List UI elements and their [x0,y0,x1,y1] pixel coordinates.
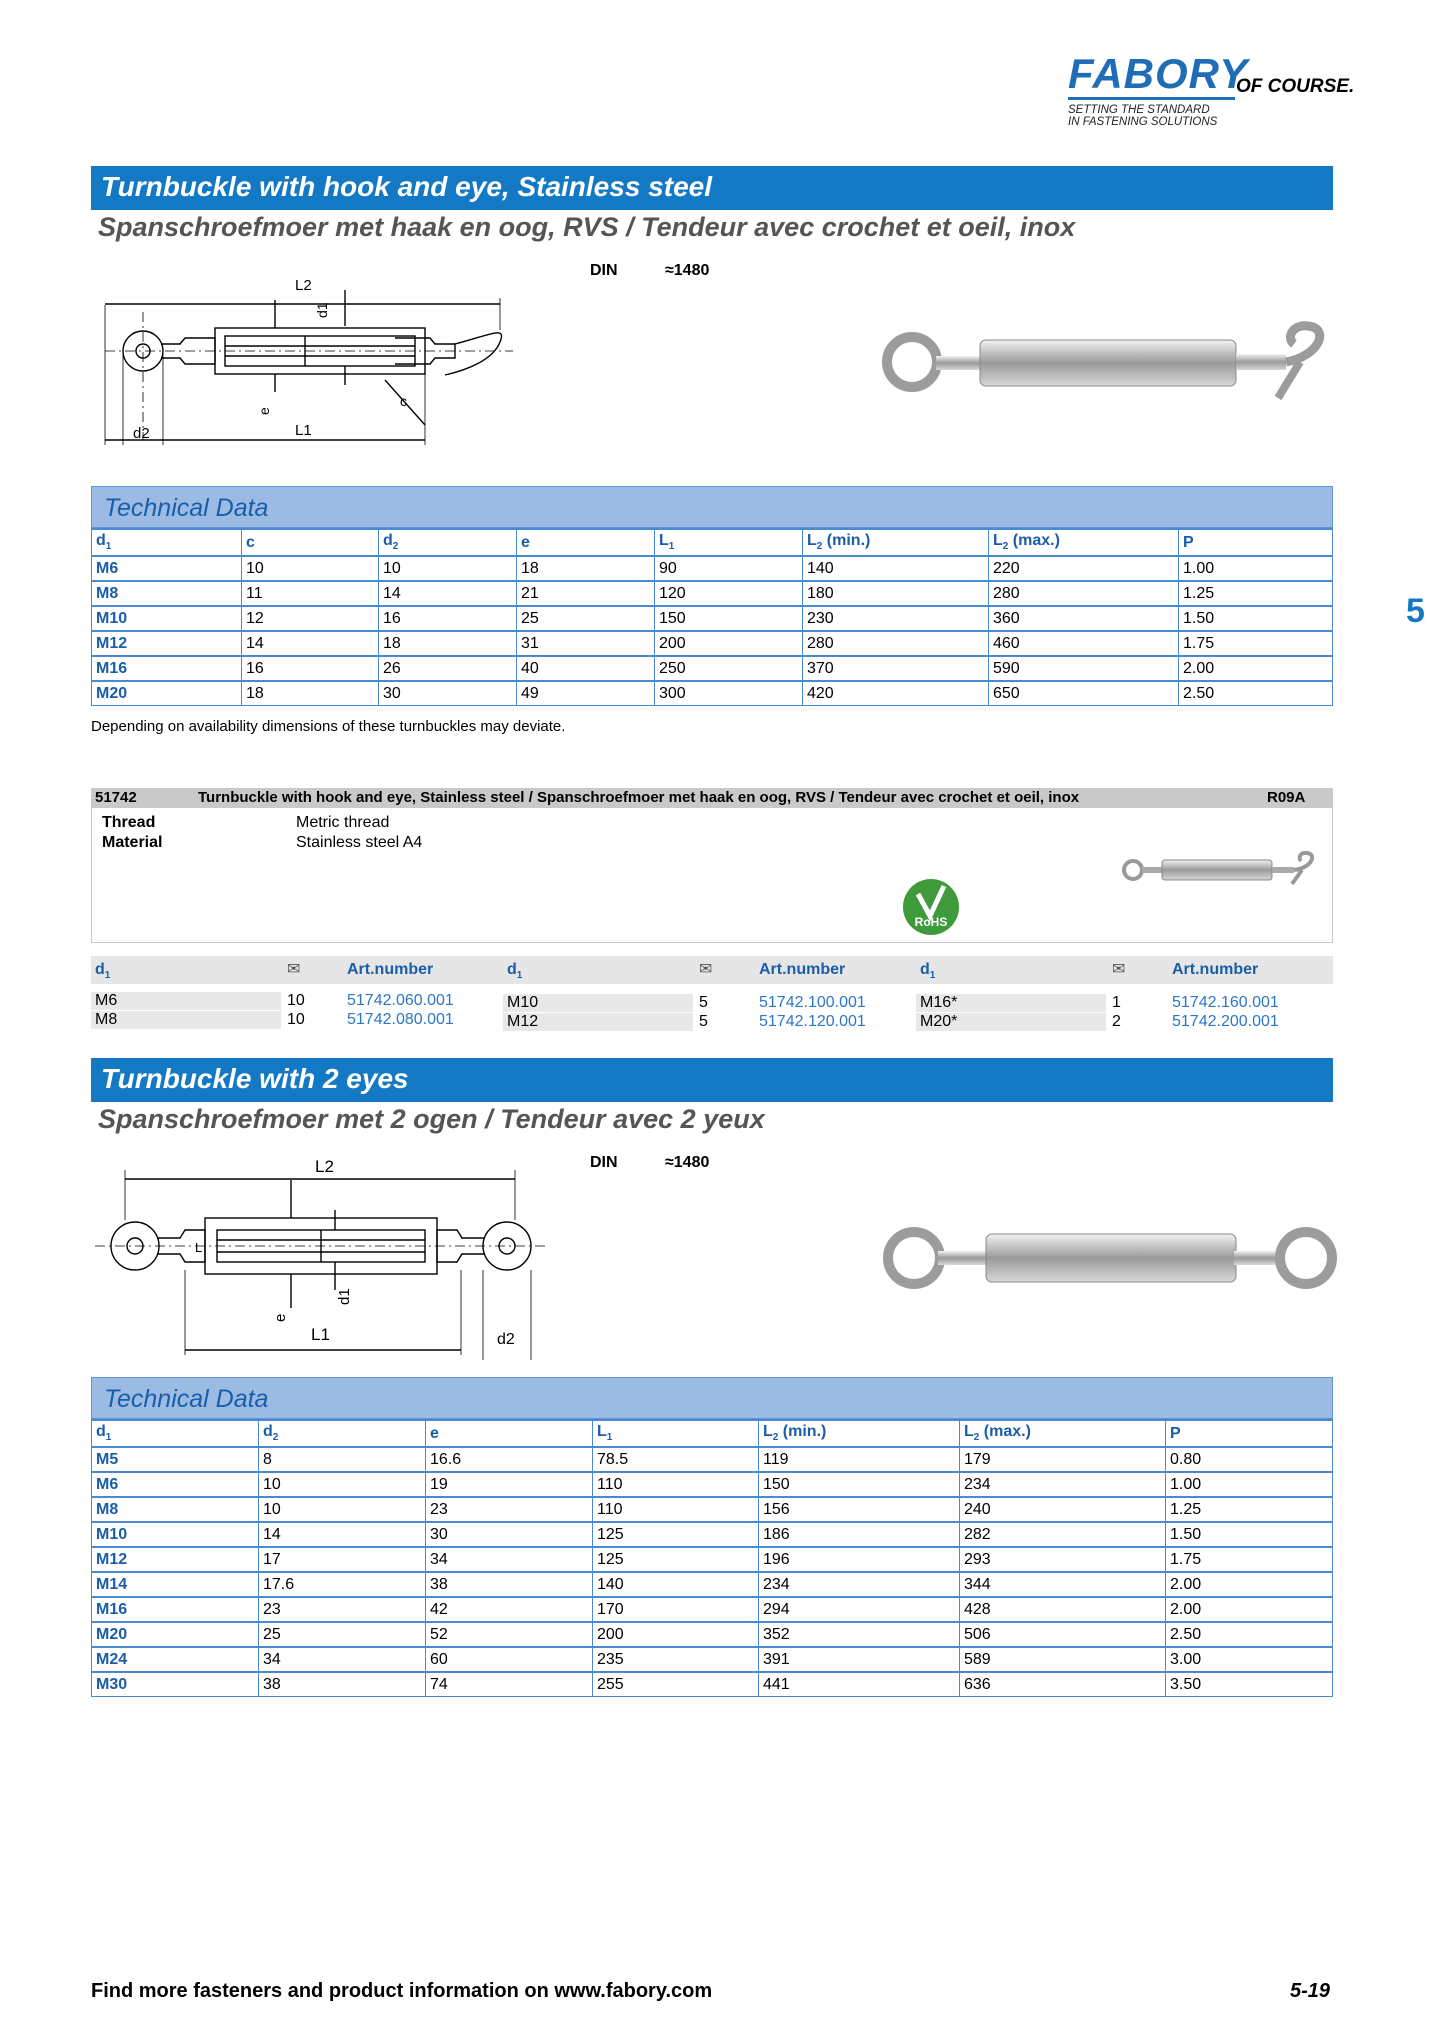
table-cell: 34 [426,1547,593,1572]
table-cell: 78.5 [593,1447,759,1472]
drawing2-label-d2: d2 [497,1331,515,1348]
table-cell: 352 [759,1622,960,1647]
table-cell: 220 [989,556,1179,581]
material-label: Material [102,834,163,851]
table-cell: 460 [989,631,1179,656]
drawing2-label-l1: L1 [311,1325,330,1344]
article-number-link[interactable]: 51742.100.001 [759,994,866,1011]
article-pack-qty: 1 [1112,994,1121,1011]
article-number-link[interactable]: 51742.160.001 [1172,994,1279,1011]
table-cell: 140 [593,1572,759,1597]
table-cell: 179 [960,1447,1166,1472]
table-cell: 235 [593,1647,759,1672]
table-cell: 110 [593,1497,759,1522]
table-row [92,606,1333,631]
table-cell: 10 [242,556,379,581]
table-cell: 1.50 [1166,1522,1333,1547]
drawing-label-d2: d2 [133,425,150,442]
drawing-label-d1: d1 [314,302,330,318]
product-thumbnail [1117,850,1327,890]
table-cell: 42 [426,1597,593,1622]
table-cell: 140 [803,556,989,581]
table-cell: 25 [259,1622,426,1647]
tech-data-table-2 [91,1419,1333,1697]
table-row [92,631,1333,656]
table-cell: 1.50 [1179,606,1333,631]
table-cell: 180 [803,581,989,606]
table-header-row [92,529,1333,556]
table-cell: 30 [379,681,517,706]
table-cell: 30 [426,1522,593,1547]
drawing-label-e: e [256,407,272,415]
thread-label: Thread [102,814,156,831]
table-cell: 2.00 [1166,1597,1333,1622]
logo-suffix: OF COURSE. [1236,76,1355,97]
section1-title-bar [91,166,1333,210]
table-cell: M8 [92,581,242,606]
table-row [92,556,1333,581]
table-cell: 23 [426,1497,593,1522]
material-value: Stainless steel A4 [296,834,423,851]
table-cell: 60 [426,1647,593,1672]
tech-data-table [91,528,1333,706]
article-d1-header: $d_1$ [920,961,936,982]
table-cell: 26 [379,656,517,681]
table-cell: 40 [517,656,655,681]
table-cell: 1.25 [1179,581,1333,606]
section2-title: Turnbuckle with 2 eyes [101,1063,409,1094]
table-cell: 360 [989,606,1179,631]
column-header: e [517,529,655,556]
column-header: P [1179,529,1333,556]
table-cell: 120 [655,581,803,606]
table-row [92,1547,1333,1572]
table-cell: 240 [960,1497,1166,1522]
table-cell: 25 [517,606,655,631]
envelope-icon: ✉ [287,961,301,978]
table-cell: 110 [593,1472,759,1497]
table-cell: 14 [242,631,379,656]
table-cell: M6 [92,556,242,581]
column-header: P [1166,1420,1333,1447]
table-cell: 280 [803,631,989,656]
table-cell: M10 [92,1522,259,1547]
table-cell: 230 [803,606,989,631]
table-cell: 170 [593,1597,759,1622]
table-cell: M24 [92,1647,259,1672]
table-cell: 14 [259,1522,426,1547]
table-cell: 234 [759,1572,960,1597]
table-cell: M30 [92,1672,259,1697]
table-cell: 90 [655,556,803,581]
table-cell: 196 [759,1547,960,1572]
envelope-icon: ✉ [699,961,713,978]
table-cell: 636 [960,1672,1166,1697]
drawing2-label-l: L [195,1240,203,1255]
table-cell: 18 [379,631,517,656]
article-number-header: Art.number [347,961,434,978]
drawing2-label-l2: L2 [315,1157,334,1176]
article-d1: M8 [95,1011,118,1028]
table-row [92,1522,1333,1547]
table-cell: 23 [259,1597,426,1622]
product-ref: R09A [1267,789,1306,806]
table-row [92,1472,1333,1497]
table-cell: 590 [989,656,1179,681]
table-cell: 49 [517,681,655,706]
table-cell: 234 [960,1472,1166,1497]
section2-title-bar [91,1058,1333,1102]
article-number-header: Art.number [1172,961,1259,978]
table-cell: 300 [655,681,803,706]
table-cell: 506 [960,1622,1166,1647]
article-pack-qty: 10 [287,1011,305,1028]
table-cell: M16 [92,1597,259,1622]
table-cell: 200 [593,1622,759,1647]
table-cell: 2.00 [1179,656,1333,681]
table-cell: 14 [379,581,517,606]
table-cell: 3.00 [1166,1647,1333,1672]
table-cell: M14 [92,1572,259,1597]
table-cell: 650 [989,681,1179,706]
table-cell: 38 [426,1572,593,1597]
din-value-2: ≈1480 [665,1154,710,1171]
table-cell: 441 [759,1672,960,1697]
table-row [92,656,1333,681]
table-cell: 31 [517,631,655,656]
article-pack-qty: 5 [699,994,708,1011]
column-header: e [426,1420,593,1447]
article-table-header [91,956,1333,984]
logo-underline [1068,97,1235,100]
table-cell: 17 [259,1547,426,1572]
footer-text: Find more fasteners and product information on www.fabory.com [91,1980,713,2002]
table-cell: 21 [517,581,655,606]
table-cell: 10 [379,556,517,581]
table-cell: 52 [426,1622,593,1647]
table-cell: 250 [655,656,803,681]
table-cell: 344 [960,1572,1166,1597]
table-cell: M5 [92,1447,259,1472]
table-cell: 293 [960,1547,1166,1572]
table-row [92,581,1333,606]
article-number-link[interactable]: 51742.200.001 [1172,1013,1279,1030]
article-d1: M20* [920,1013,958,1030]
table-cell: 280 [989,581,1179,606]
column-header: $L_2$ (max.) [960,1420,1166,1447]
hook-eye-turnbuckle-photo [880,318,1340,408]
article-row-bg [91,1011,281,1029]
table-cell: M20 [92,681,242,706]
din-label-2: DIN [590,1154,618,1171]
article-d1-header: $d_1$ [507,961,523,982]
fabory-logo [1068,50,1368,140]
article-d1: M10 [507,994,539,1011]
table-cell: M8 [92,1497,259,1522]
table-cell: 589 [960,1647,1166,1672]
table-cell: M6 [92,1472,259,1497]
table-cell: 255 [593,1672,759,1697]
table-cell: 3.50 [1166,1672,1333,1697]
table-cell: 1.75 [1179,631,1333,656]
table-cell: 19 [426,1472,593,1497]
table-cell: 125 [593,1522,759,1547]
table-row [92,1597,1333,1622]
page-number: 5-19 [1290,1980,1331,2002]
table-cell: 186 [759,1522,960,1547]
table-cell: 10 [259,1497,426,1522]
article-number-link[interactable]: 51742.080.001 [347,1011,454,1028]
table-cell: 0.80 [1166,1447,1333,1472]
table-row [92,681,1333,706]
article-number-header: Art.number [759,961,846,978]
table-header-row [92,1420,1333,1447]
table-cell: 2.50 [1179,681,1333,706]
table-cell: 2.00 [1166,1572,1333,1597]
table-cell: M12 [92,631,242,656]
rohs-text: RoHS [914,915,948,929]
table-cell: 16 [379,606,517,631]
table-row [92,1647,1333,1672]
table-cell: M10 [92,606,242,631]
product-details [91,808,1333,943]
column-header: $L_1$ [593,1420,759,1447]
table-cell: 10 [259,1472,426,1497]
table-cell: 282 [960,1522,1166,1547]
article-number-link[interactable]: 51742.120.001 [759,1013,866,1030]
rohs-badge-icon [900,876,962,938]
availability-note: Depending on availability dimensions of these turnbuckles may deviate. [91,718,566,735]
section2-tech-data [91,1377,1333,1697]
table-cell: 38 [259,1672,426,1697]
table-cell: 1.25 [1166,1497,1333,1522]
din-label: DIN [590,262,618,279]
product-header-bar [91,788,1333,808]
table-cell: 2.50 [1166,1622,1333,1647]
two-eye-turnbuckle-photo [880,1218,1340,1298]
table-cell: 34 [259,1647,426,1672]
article-pack-qty: 2 [1112,1013,1121,1030]
section1-title: Turnbuckle with hook and eye, Stainless steel [101,171,712,202]
table-cell: M20 [92,1622,259,1647]
table-cell: 16.6 [426,1447,593,1472]
table-cell: 18 [517,556,655,581]
section2-subtitle: Spanschroefmoer met 2 ogen / Tendeur avec 2 yeux [98,1104,765,1134]
column-header: $d_2$ [379,529,517,556]
table-row [92,1622,1333,1647]
tech-data-title-2: Technical Data [91,1377,1333,1419]
table-cell: M12 [92,1547,259,1572]
drawing-label-l2: L2 [295,277,312,294]
table-row [92,1447,1333,1472]
table-row [92,1572,1333,1597]
two-eye-technical-drawing [95,1150,565,1365]
table-cell: 119 [759,1447,960,1472]
column-header: $L_2$ (max.) [989,529,1179,556]
table-cell: 370 [803,656,989,681]
table-cell: 11 [242,581,379,606]
article-pack-qty: 5 [699,1013,708,1030]
hook-eye-technical-drawing [95,270,530,450]
table-cell: 125 [593,1547,759,1572]
drawing2-label-d1: d1 [336,1288,353,1305]
logo-tagline: SETTING THE STANDARD IN FASTENING SOLUTIONS [1068,104,1218,128]
column-header: $d_2$ [259,1420,426,1447]
drawing-label-c: c [400,393,407,409]
article-pack-qty: 10 [287,992,305,1009]
product-code: 51742 [95,789,137,806]
table-row [92,1497,1333,1522]
table-cell: 428 [960,1597,1166,1622]
table-cell: 8 [259,1447,426,1472]
product-description: Turnbuckle with hook and eye, Stainless steel / Spanschroefmoer met haak en oog, RVS / Tendeur avec crochet et oeil, inox [198,789,1080,806]
chapter-number: 5 [1406,592,1425,630]
drawing-label-l1: L1 [295,422,312,439]
column-header: $L_2$ (min.) [803,529,989,556]
thread-value: Metric thread [296,814,390,831]
column-header: $d_1$ [92,529,242,556]
logo-brand: FABORY [1068,50,1249,97]
table-cell: 200 [655,631,803,656]
table-cell: 294 [759,1597,960,1622]
envelope-icon: ✉ [1112,961,1126,978]
table-cell: 74 [426,1672,593,1697]
section1-subtitle: Spanschroefmoer met haak en oog, RVS / Tendeur avec crochet et oeil, inox [98,212,1076,242]
table-cell: M16 [92,656,242,681]
table-row [92,1672,1333,1697]
section1-tech-data [91,486,1333,706]
table-cell: 17.6 [259,1572,426,1597]
column-header: $L_1$ [655,529,803,556]
table-cell: 420 [803,681,989,706]
article-d1: M16* [920,994,958,1011]
table-cell: 16 [242,656,379,681]
table-cell: 150 [759,1472,960,1497]
table-cell: 1.00 [1179,556,1333,581]
column-header: $d_1$ [92,1420,259,1447]
table-cell: 1.00 [1166,1472,1333,1497]
table-cell: 156 [759,1497,960,1522]
column-header: c [242,529,379,556]
article-d1-header: $d_1$ [95,961,111,982]
drawing2-label-e: e [272,1313,289,1322]
din-value: ≈1480 [665,262,710,279]
article-d1: M12 [507,1013,539,1030]
tech-data-title: Technical Data [91,486,1333,528]
table-cell: 18 [242,681,379,706]
table-cell: 1.75 [1166,1547,1333,1572]
table-cell: 150 [655,606,803,631]
article-row-bg [91,992,281,1010]
table-cell: 12 [242,606,379,631]
column-header: $L_2$ (min.) [759,1420,960,1447]
table-cell: 391 [759,1647,960,1672]
article-number-link[interactable]: 51742.060.001 [347,992,454,1009]
article-d1: M6 [95,992,118,1009]
